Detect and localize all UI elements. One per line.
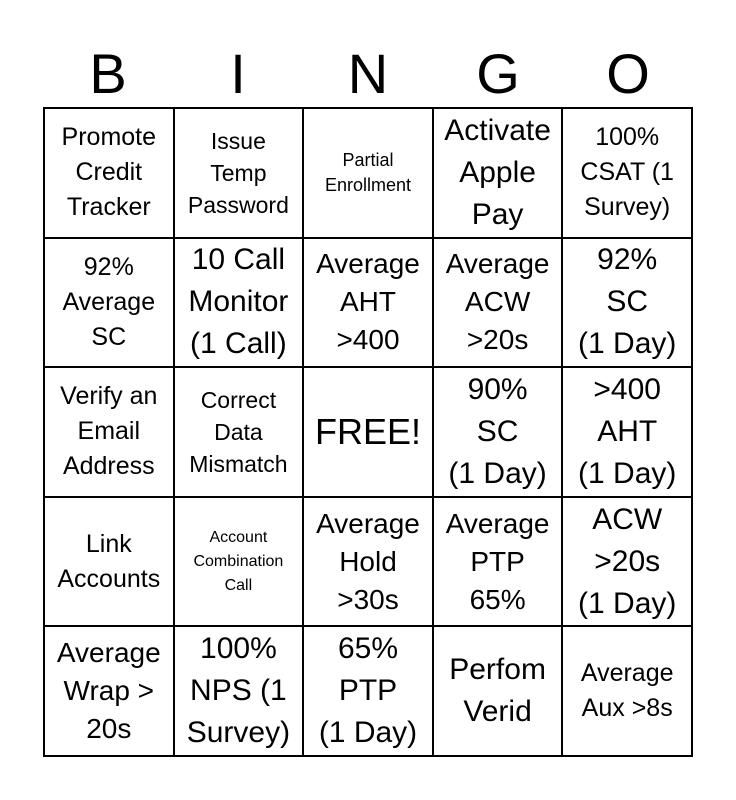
cell-text: 92% SC (1 Day) xyxy=(578,243,677,361)
bingo-cell[interactable] xyxy=(433,108,563,238)
bingo-header xyxy=(43,40,693,108)
cell-text: Average PTP 65% xyxy=(445,507,550,615)
bingo-card xyxy=(43,107,693,757)
bingo-cell[interactable] xyxy=(433,367,563,497)
cell-text: Partial Enrollment xyxy=(324,149,412,195)
bingo-cell[interactable] xyxy=(174,626,304,756)
cell-text: >400 AHT (1 Day) xyxy=(578,372,677,490)
bingo-cell[interactable] xyxy=(303,626,433,756)
bingo-cell[interactable] xyxy=(303,108,433,238)
cell-text: 92% Average SC xyxy=(62,252,156,351)
cell-text: ACW >20s (1 Day) xyxy=(578,502,677,620)
header-letter-o: O xyxy=(606,42,650,105)
bingo-cell[interactable] xyxy=(174,367,304,497)
cell-text: Average Aux >8s xyxy=(580,659,674,723)
header-letter-g: G xyxy=(476,42,520,105)
cell-text: Perfom Verid xyxy=(449,653,546,729)
bingo-cell[interactable] xyxy=(174,238,304,368)
cell-text: Correct Data Mismatch xyxy=(189,386,288,477)
cell-text: Average Hold >30s xyxy=(316,507,420,615)
header-letter-n: N xyxy=(347,42,389,105)
cell-text: Activate Apple Pay xyxy=(444,113,551,231)
cell-text: Promote Credit Tracker xyxy=(61,123,157,222)
cell-text: 10 Call Monitor (1 Call) xyxy=(188,243,289,361)
bingo-cell[interactable] xyxy=(174,108,304,238)
cell-text: Issue Temp Password xyxy=(187,127,289,218)
bingo-cell[interactable] xyxy=(303,497,433,627)
bingo-cell[interactable] xyxy=(44,238,174,368)
cell-text: 90% SC (1 Day) xyxy=(448,372,547,490)
cell-text: 100% CSAT (1 Survey) xyxy=(580,123,674,222)
cell-text: Link Accounts xyxy=(57,529,161,593)
bingo-cell[interactable] xyxy=(562,497,692,627)
bingo-cell[interactable] xyxy=(44,626,174,756)
bingo-cell[interactable] xyxy=(433,238,563,368)
cell-text: Average ACW >20s xyxy=(445,248,550,356)
bingo-cell[interactable] xyxy=(303,238,433,368)
cell-text: Verify an Email Address xyxy=(60,382,158,481)
cell-text: Average AHT >400 xyxy=(316,248,420,356)
cell-text: Account Combination Call xyxy=(193,528,284,594)
bingo-cell[interactable] xyxy=(433,626,563,756)
cell-text: 65% PTP (1 Day) xyxy=(318,632,418,750)
bingo-cell[interactable] xyxy=(562,626,692,756)
bingo-cell[interactable] xyxy=(44,108,174,238)
bingo-cell[interactable] xyxy=(562,238,692,368)
bingo-cell[interactable] xyxy=(174,497,304,627)
bingo-cell[interactable] xyxy=(562,108,692,238)
bingo-cell-free[interactable] xyxy=(303,367,433,497)
header-letter-b: B xyxy=(89,42,127,105)
bingo-cell[interactable] xyxy=(433,497,563,627)
bingo-cell[interactable] xyxy=(44,367,174,497)
bingo-cell[interactable] xyxy=(44,497,174,627)
cell-text: Average Wrap > 20s xyxy=(56,637,161,745)
bingo-cell[interactable] xyxy=(562,367,692,497)
cell-text: 100% NPS (1 Survey) xyxy=(186,632,291,750)
header-letter-i: I xyxy=(230,42,246,105)
cell-text: FREE! xyxy=(314,410,421,452)
